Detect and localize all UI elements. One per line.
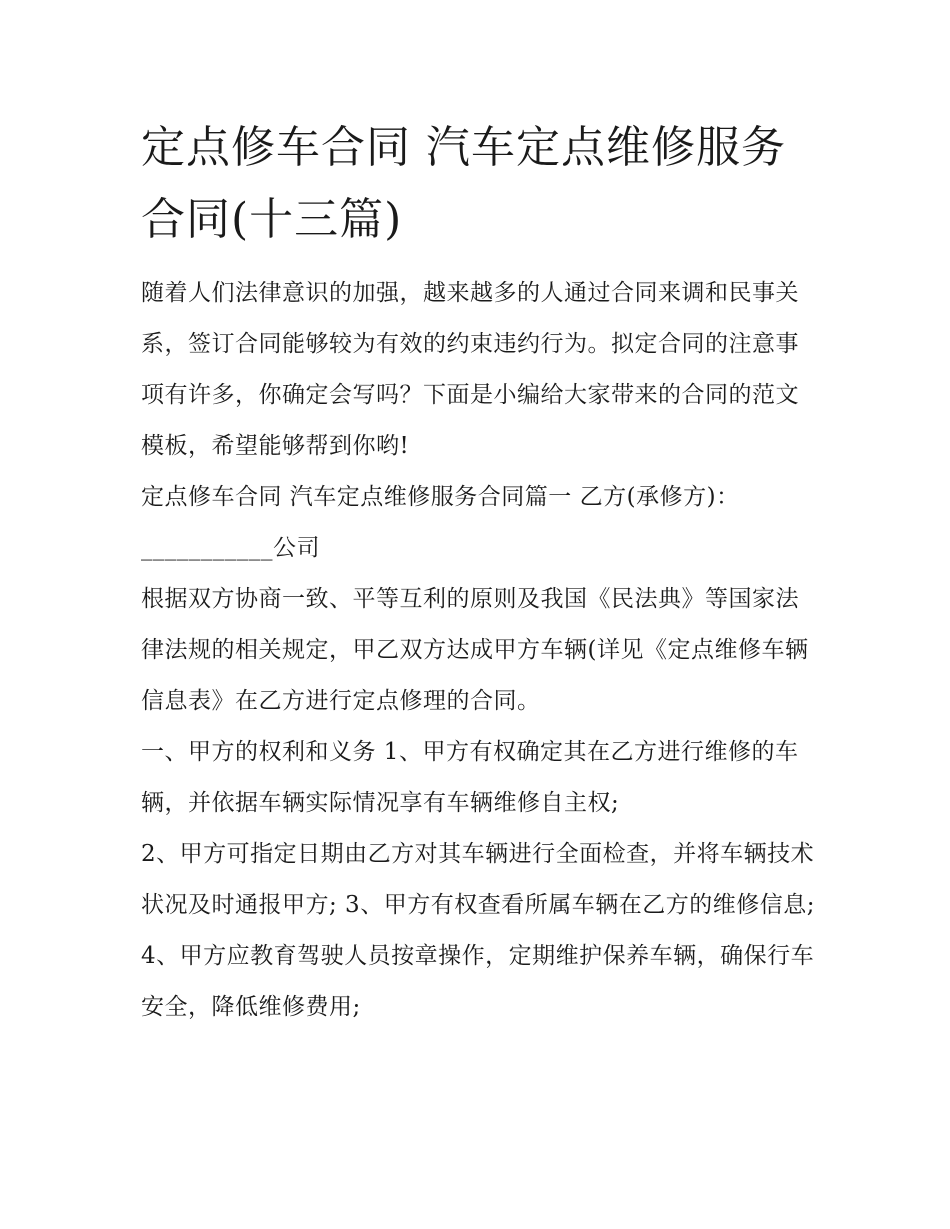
document-body [141, 112, 821, 1033]
paragraph-preamble: 根据双方协商一致、平等互利的原则及我国《民法典》等国家法律法规的相关规定，甲乙双方达成甲方车辆(详见《定点维修车辆信息表》在乙方进行定点修理的合同。 [141, 586, 809, 714]
paragraph-clause-1: 一、甲方的权利和义务 1、甲方有权确定其在乙方进行维修的车辆，并依据车辆实际情况享有车辆维修自主权; [141, 739, 799, 816]
paragraph-company-blank: ___________公司 [141, 535, 320, 561]
document-title: 定点修车合同 汽车定点维修服务合同(十三篇) [141, 122, 786, 245]
paragraph-contract-heading: 定点修车合同 汽车定点维修服务合同篇一 乙方(承修方)： [141, 484, 740, 510]
paragraph-intro: 随着人们法律意识的加强，越来越多的人通过合同来调和民事关系，签订合同能够较为有效的约束违约行为。拟定合同的注意事项有许多，你确定会写吗？下面是小编给大家带来的合同的范文模板，希望能够帮到你哟! [141, 280, 799, 459]
paragraph-clause-2-3: 2、甲方可指定日期由乙方对其车辆进行全面检查，并将车辆技术状况及时通报甲方; 3、甲方有权查看所属车辆在乙方的维修信息; [141, 841, 815, 918]
paragraph-clause-4: 4、甲方应教育驾驶人员按章操作，定期维护保养车辆，确保行车安全，降低维修费用; [141, 943, 815, 1020]
